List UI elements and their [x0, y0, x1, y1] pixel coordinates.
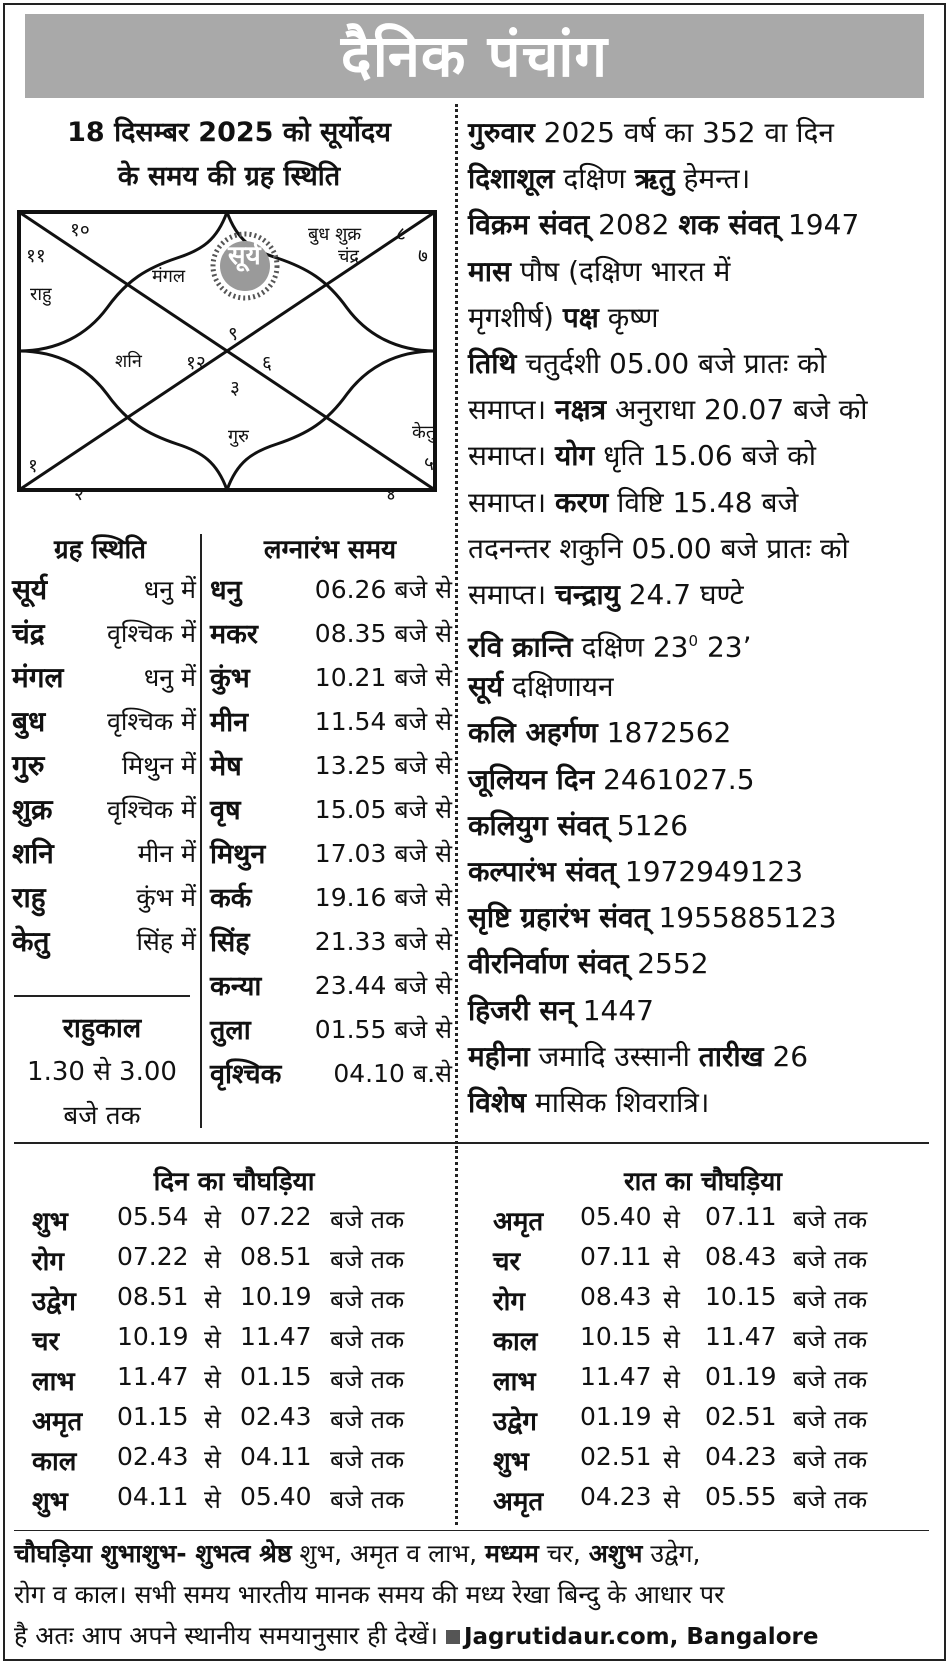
lagna-name: मिथुन [210, 839, 266, 870]
choghadiya-start: 10.15 [580, 1322, 652, 1351]
paksha-label: पक्ष [562, 300, 599, 334]
choghadiya-start: 07.11 [580, 1242, 652, 1271]
kundli-ketu: केतु [412, 422, 437, 443]
hijri-label: हिजरी सन् [468, 993, 574, 1027]
lagna-name: मीन [210, 707, 249, 738]
graha-name: केतु [12, 925, 50, 958]
choghadiya-se: से [663, 1445, 680, 1474]
choghadiya-name: अमृत [32, 1407, 83, 1437]
lagna-name: मकर [210, 619, 258, 650]
choghadiya-start: 02.43 [117, 1442, 189, 1471]
footer-text-2: चर, [538, 1539, 589, 1568]
kalparambh-label: कल्पारंभ संवत् [468, 855, 617, 888]
dishashool-text: दक्षिण [554, 162, 635, 196]
kali-label: कलि अहर्गण [468, 716, 598, 750]
ritu-text: हेमन्त। [674, 162, 751, 196]
nakshatra-label: नक्षत्र [555, 393, 607, 427]
choghadiya-end: 01.19 [705, 1362, 777, 1391]
lagna-name: मेष [210, 751, 242, 782]
kundli-house-8: ८ [396, 223, 406, 245]
tithi-label: तिथि [468, 346, 517, 380]
rahukaal-time: 1.30 से 3.00 [27, 1057, 177, 1087]
graha-position: धनु में [143, 663, 196, 692]
choghadiya-end: 02.43 [240, 1402, 312, 1431]
choghadiya-rule [14, 1142, 929, 1144]
graha-heading: ग्रह स्थिति [53, 535, 147, 565]
choghadiya-name: अमृत [493, 1487, 544, 1517]
kundli-house-5: ५ [424, 453, 434, 475]
kundli-budh-shukra: बुध शुक्र [308, 224, 362, 245]
lagna-time: 01.55 बजे से [314, 1015, 452, 1044]
vishesh-text: मासिक शिवरात्रि। [526, 1085, 710, 1119]
lagna-time: 17.03 बजे से [314, 839, 452, 868]
choghadiya-se: से [204, 1365, 221, 1394]
shak-label: शक संवत् [678, 208, 780, 242]
lagna-time: 19.16 बजे से [314, 883, 452, 912]
kundli-house-3: ३ [230, 377, 240, 399]
choghadiya-name: उद्वेग [32, 1287, 76, 1317]
choghadiya-se: से [663, 1365, 680, 1394]
julian-label: जूलियन दिन [468, 762, 595, 796]
kundli-house-2: २ [74, 483, 84, 505]
choghadiya-name: लाभ [493, 1367, 536, 1397]
graha-position: वृश्चिक में [107, 795, 196, 824]
choghadiya-name: शुभ [32, 1487, 68, 1517]
yoga-label: योग [555, 439, 595, 473]
choghadiya-se: से [663, 1245, 680, 1274]
choghadiya-baje-tak: बजे तक [793, 1485, 868, 1514]
graha-position: मिथुन में [121, 751, 196, 780]
veer-label: वीरनिर्वाण संवत् [468, 947, 629, 981]
paksha-text: कृष्ण [598, 300, 659, 334]
kundli-chandra: चंद्र [338, 246, 359, 267]
choghadiya-se: से [663, 1285, 680, 1314]
choghadiya-start: 11.47 [117, 1362, 189, 1391]
choghadiya-start: 08.51 [117, 1282, 189, 1311]
choghadiya-end: 07.22 [240, 1202, 312, 1231]
karan-text: विष्टि 15.48 बजे [608, 485, 799, 519]
tarikh-label: तारीख [698, 1039, 764, 1073]
srishti-text: 1955885123 [649, 901, 837, 935]
graha-lagna-divider [200, 534, 202, 1128]
din-choghadiya-list [0, 1202, 455, 1532]
yoga-prefix: समाप्त। [468, 439, 556, 473]
kundli-house-7: ७ [418, 245, 428, 267]
choghadiya-baje-tak: बजे तक [793, 1325, 868, 1354]
choghadiya-baje-tak: बजे तक [330, 1405, 405, 1434]
choghadiya-end: 05.55 [705, 1482, 777, 1511]
choghadiya-end: 10.15 [705, 1282, 777, 1311]
lagna-time: 21.33 बजे से [314, 927, 452, 956]
footer-text-4: रोग व काल। सभी समय भारतीय मानक समय की मध्य रेखा बिन्दु के आधार पर [14, 1580, 725, 1609]
mahina-label: महीना [468, 1039, 530, 1073]
choghadiya-name: अमृत [493, 1207, 544, 1237]
graha-name: शनि [12, 837, 54, 870]
choghadiya-se: से [663, 1325, 680, 1354]
credit: Jagrutidaur.com, Bangalore [463, 1624, 819, 1650]
choghadiya-baje-tak: बजे तक [793, 1245, 868, 1274]
hijri-text: 1447 [573, 993, 654, 1027]
ravi-degree: 0 [688, 632, 699, 651]
shak-text: 1947 [779, 208, 860, 242]
lagna-time: 10.21 बजे से [314, 663, 452, 692]
dishashool-label: दिशाशूल [468, 162, 555, 196]
choghadiya-end: 08.51 [240, 1242, 312, 1271]
choghadiya-baje-tak: बजे तक [793, 1285, 868, 1314]
raat-choghadiya-list [455, 1202, 945, 1532]
choghadiya-baje-tak: बजे तक [330, 1325, 405, 1354]
choghadiya-name: शुभ [493, 1447, 529, 1477]
lagna-list [210, 570, 452, 1130]
karan-prefix: समाप्त। [468, 485, 556, 519]
lagna-time: 08.35 बजे से [314, 619, 452, 648]
choghadiya-start: 05.54 [117, 1202, 189, 1231]
lagna-time: 15.05 बजे से [314, 795, 452, 824]
choghadiya-baje-tak: बजे तक [793, 1405, 868, 1434]
choghadiya-baje-tak: बजे तक [330, 1485, 405, 1514]
footer-text-1: शुभ, अमृत व लाभ, [291, 1539, 485, 1568]
kalparambh-text: 1972949123 [616, 855, 804, 888]
choghadiya-se: से [663, 1405, 680, 1434]
footer-note [14, 1533, 934, 1658]
column-divider [455, 104, 458, 1149]
choghadiya-end: 04.11 [240, 1442, 312, 1471]
choghadiya-name: लाभ [32, 1367, 75, 1397]
surya-text: दक्षिणायन [503, 670, 614, 704]
raat-heading: रात का चौघड़िया [623, 1167, 783, 1197]
choghadiya-baje-tak: बजे तक [793, 1365, 868, 1394]
choghadiya-baje-tak: बजे तक [330, 1285, 405, 1314]
kali-text: 1872562 [597, 716, 732, 750]
choghadiya-end: 05.40 [240, 1482, 312, 1511]
julian-text: 2461027.5 [594, 762, 755, 796]
choghadiya-baje-tak: बजे तक [330, 1205, 405, 1234]
choghadiya-start: 04.23 [580, 1482, 652, 1511]
square-bullet-icon [446, 1630, 460, 1644]
lagna-name: कुंभ [210, 663, 250, 694]
graha-position: सिंह में [136, 927, 196, 956]
choghadiya-end: 02.51 [705, 1402, 777, 1431]
choghadiya-se: से [663, 1205, 680, 1234]
choghadiya-start: 05.40 [580, 1202, 652, 1231]
lagna-name: धनु [210, 575, 242, 606]
kundli-house-9: ९ [228, 323, 238, 345]
kundli-surya: सूर्य [228, 241, 261, 271]
kaliyug-text: 5126 [607, 808, 689, 842]
footer-bold-3: अशुभ [588, 1539, 643, 1568]
choghadiya-start: 08.43 [580, 1282, 652, 1311]
ritu-label: ऋतु [634, 162, 675, 196]
choghadiya-end: 08.43 [705, 1242, 777, 1271]
maas-text: पौष (दक्षिण भारत में [510, 254, 731, 288]
rahukaal-rule [14, 995, 190, 997]
chart-heading-1: 18 दिसम्बर 2025 को सूर्योदय [67, 117, 391, 148]
graha-list [0, 570, 196, 990]
ravi-minutes: 23’ [698, 630, 752, 664]
choghadiya-baje-tak: बजे तक [330, 1445, 405, 1474]
surya-label: सूर्य [468, 670, 504, 704]
graha-position: कुंभ में [136, 883, 196, 912]
choghadiya-start: 02.51 [580, 1442, 652, 1471]
ravi-label: रवि क्रान्ति [468, 630, 573, 664]
choghadiya-start: 11.47 [580, 1362, 652, 1391]
lagna-name: सिंह [210, 927, 250, 958]
choghadiya-name: काल [493, 1327, 538, 1357]
rahukaal-label: राहुकाल [62, 1013, 142, 1044]
choghadiya-se: से [204, 1205, 221, 1234]
kundli-guru: गुरु [228, 426, 249, 447]
choghadiya-end: 04.23 [705, 1442, 777, 1471]
kaliyug-label: कलियुग संवत् [468, 808, 608, 842]
choghadiya-baje-tak: बजे तक [793, 1205, 868, 1234]
veer-text: 2552 [628, 947, 709, 981]
choghadiya-name: रोग [32, 1247, 65, 1277]
footer-rule [14, 1530, 929, 1531]
guruvar-text: 2025 वर्ष का 352 वा दिन [534, 116, 834, 149]
tithi-text: चतुर्दशी 05.00 बजे प्रातः को [516, 346, 827, 380]
graha-name: राहु [12, 881, 46, 914]
kundli-house-6: ६ [262, 352, 272, 374]
kundli-chart [17, 210, 437, 492]
nakshatra-text: अनुराधा 20.07 बजे को [606, 393, 868, 427]
maas-text-2: मृगशीर्ष) [468, 300, 563, 334]
ravi-text: दक्षिण 23 [572, 630, 689, 664]
din-heading: दिन का चौघड़िया [153, 1167, 315, 1197]
kundli-house-12: १२ [186, 352, 206, 374]
choghadiya-name: रोग [493, 1287, 526, 1317]
lagna-heading: लग्नारंभ समय [263, 535, 397, 565]
choghadiya-start: 04.11 [117, 1482, 189, 1511]
vishesh-label: विशेष [468, 1085, 527, 1119]
kundli-house-10: १० [70, 219, 90, 241]
choghadiya-se: से [204, 1285, 221, 1314]
vikram-text: 2082 [589, 208, 679, 242]
kundli-rahu: राहु [30, 284, 52, 305]
chandrayu-text: 24.7 घण्टे [619, 577, 744, 611]
choghadiya-name: उद्वेग [493, 1407, 537, 1437]
choghadiya-start: 07.22 [117, 1242, 189, 1271]
kundli-mangal: मंगल [152, 266, 186, 287]
guruvar-label: गुरुवार [468, 116, 535, 149]
choghadiya-se: से [204, 1325, 221, 1354]
choghadiya-name: शुभ [32, 1207, 68, 1237]
page-title: दैनिक पंचांग [25, 14, 924, 98]
tithi-text-2: समाप्त। [468, 393, 556, 427]
graha-name: सूर्य [12, 573, 48, 606]
choghadiya-end: 11.47 [240, 1322, 312, 1351]
graha-name: चंद्र [12, 617, 45, 650]
maas-label: मास [468, 254, 511, 288]
choghadiya-se: से [204, 1405, 221, 1434]
graha-position: धनु में [143, 575, 196, 604]
chart-heading-2: के समय की ग्रह स्थिति [117, 161, 341, 192]
lagna-time: 11.54 बजे से [314, 707, 452, 736]
lagna-name: कर्क [210, 883, 252, 914]
choghadiya-end: 11.47 [705, 1322, 777, 1351]
choghadiya-start: 10.19 [117, 1322, 189, 1351]
kundli-house-11: ११ [26, 245, 46, 267]
choghadiya-se: से [204, 1445, 221, 1474]
lagna-time: 06.26 बजे से [314, 575, 452, 604]
choghadiya-name: चर [493, 1247, 521, 1277]
karan-text-2: तदनन्तर शकुनि 05.00 बजे प्रातः को [468, 531, 849, 565]
choghadiya-baje-tak: बजे तक [330, 1365, 405, 1394]
graha-name: शुक्र [12, 793, 53, 826]
lagna-name: कन्या [210, 971, 262, 1002]
choghadiya-end: 01.15 [240, 1362, 312, 1391]
graha-position: वृश्चिक में [107, 619, 196, 648]
choghadiya-se: से [204, 1485, 221, 1514]
karan-label: करण [555, 485, 609, 519]
choghadiya-name: चर [32, 1327, 60, 1357]
panchang-info [468, 110, 938, 1126]
kundli-house-4: ४ [386, 483, 396, 505]
lagna-time: 23.44 बजे से [314, 971, 452, 1000]
vikram-label: विक्रम संवत् [468, 208, 590, 242]
lagna-name: तुला [210, 1015, 251, 1046]
yoga-text: धृति 15.06 बजे को [594, 439, 817, 473]
lagna-time: 04.10 ब.से [333, 1059, 452, 1088]
choghadiya-start: 01.19 [580, 1402, 652, 1431]
kundli-house-1: १ [28, 455, 38, 477]
choghadiya-baje-tak: बजे तक [793, 1445, 868, 1474]
chandrayu-label: चन्द्रायु [555, 577, 620, 611]
choghadiya-se: से [204, 1245, 221, 1274]
choghadiya-end: 07.11 [705, 1202, 777, 1231]
srishti-label: सृष्टि ग्रहारंभ संवत् [468, 901, 650, 935]
footer-text-3: उद्वेग, [642, 1539, 701, 1568]
graha-name: गुरु [12, 749, 45, 782]
tarikh-text: 26 [763, 1039, 809, 1073]
lagna-name: वृष [210, 795, 241, 826]
graha-name: बुध [12, 705, 46, 738]
mahina-text: जमादि उस्सानी [529, 1039, 699, 1073]
choghadiya-name: काल [32, 1447, 77, 1477]
choghadiya-end: 10.19 [240, 1282, 312, 1311]
choghadiya-se: से [663, 1485, 680, 1514]
choghadiya-start: 01.15 [117, 1402, 189, 1431]
footer-bold-2: मध्यम [485, 1539, 539, 1568]
choghadiya-baje-tak: बजे तक [330, 1245, 405, 1274]
lagna-name: वृश्चिक [210, 1059, 282, 1090]
graha-name: मंगल [12, 661, 64, 694]
graha-position: मीन में [137, 839, 196, 868]
chandrayu-prefix: समाप्त। [468, 577, 556, 611]
footer-bold-1: चौघड़िया शुभाशुभ- शुभत्व श्रेष्ठ [14, 1539, 292, 1568]
footer-text-5: है अतः आप अपने स्थानीय समयानुसार ही देखें। [14, 1621, 446, 1650]
kundli-shani: शनि [115, 351, 142, 372]
graha-position: वृश्चिक में [107, 707, 196, 736]
rahukaal-suffix: बजे तक [63, 1101, 141, 1131]
lagna-time: 13.25 बजे से [314, 751, 452, 780]
